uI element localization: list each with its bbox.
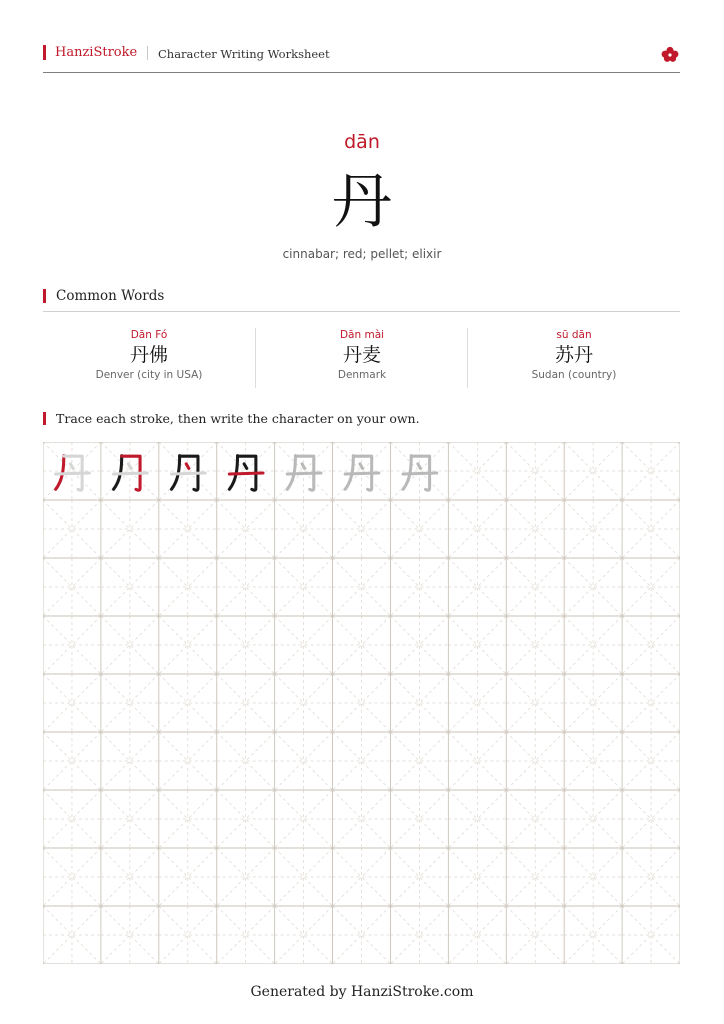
practice-cell[interactable] bbox=[622, 732, 680, 790]
practice-cell[interactable] bbox=[448, 442, 506, 500]
practice-cell[interactable] bbox=[101, 848, 159, 906]
section-accent-bar bbox=[43, 289, 46, 303]
practice-cell[interactable] bbox=[159, 674, 217, 732]
practice-cell[interactable] bbox=[564, 616, 622, 674]
practice-cell[interactable] bbox=[275, 558, 333, 616]
practice-cell[interactable] bbox=[217, 442, 275, 500]
practice-cell[interactable] bbox=[43, 732, 101, 790]
practice-cell[interactable] bbox=[448, 848, 506, 906]
practice-cell[interactable] bbox=[159, 906, 217, 964]
stroke-step-character bbox=[114, 456, 148, 491]
practice-cell[interactable] bbox=[333, 500, 391, 558]
practice-cell[interactable] bbox=[564, 906, 622, 964]
word-pinyin: Dān mài bbox=[339, 329, 385, 341]
main-character: 丹 bbox=[332, 167, 392, 237]
practice-cell[interactable] bbox=[159, 790, 217, 848]
character-pinyin: dān bbox=[344, 131, 380, 153]
practice-instruction: Trace each stroke, then write the character on your own. bbox=[56, 411, 420, 426]
practice-cell[interactable] bbox=[390, 558, 448, 616]
practice-cell[interactable] bbox=[448, 790, 506, 848]
practice-cell[interactable] bbox=[622, 674, 680, 732]
practice-cell[interactable] bbox=[275, 906, 333, 964]
practice-cell[interactable] bbox=[217, 790, 275, 848]
practice-cell[interactable] bbox=[159, 500, 217, 558]
practice-cell[interactable] bbox=[101, 790, 159, 848]
practice-cell[interactable] bbox=[448, 732, 506, 790]
practice-cell[interactable] bbox=[333, 442, 391, 500]
practice-cell[interactable] bbox=[506, 732, 564, 790]
character-meaning: cinnabar; red; pellet; elixir bbox=[282, 247, 442, 261]
practice-cell[interactable] bbox=[622, 906, 680, 964]
practice-cell[interactable] bbox=[159, 442, 217, 500]
practice-cell[interactable] bbox=[333, 790, 391, 848]
practice-cell[interactable] bbox=[43, 848, 101, 906]
practice-cell[interactable] bbox=[101, 442, 159, 500]
practice-cell[interactable] bbox=[43, 906, 101, 964]
practice-cell[interactable] bbox=[275, 732, 333, 790]
practice-cell[interactable] bbox=[564, 442, 622, 500]
trace-character bbox=[287, 456, 321, 491]
practice-cell[interactable] bbox=[390, 906, 448, 964]
practice-cell[interactable] bbox=[564, 500, 622, 558]
practice-cell[interactable] bbox=[448, 674, 506, 732]
practice-cell[interactable] bbox=[564, 558, 622, 616]
header-separator bbox=[147, 46, 148, 60]
stroke-step-character bbox=[171, 456, 205, 491]
practice-cell[interactable] bbox=[333, 848, 391, 906]
practice-cell[interactable] bbox=[448, 500, 506, 558]
footer-credit: Generated by HanziStroke.com bbox=[250, 984, 474, 1000]
section-accent-bar bbox=[43, 412, 46, 425]
practice-cell[interactable] bbox=[390, 500, 448, 558]
header-divider bbox=[43, 72, 680, 73]
practice-cell[interactable] bbox=[217, 674, 275, 732]
practice-cell[interactable] bbox=[333, 558, 391, 616]
practice-cell[interactable] bbox=[390, 732, 448, 790]
practice-cell[interactable] bbox=[506, 616, 564, 674]
practice-cell[interactable] bbox=[217, 732, 275, 790]
practice-cell[interactable] bbox=[333, 906, 391, 964]
practice-cell[interactable] bbox=[217, 616, 275, 674]
practice-cell[interactable] bbox=[622, 442, 680, 500]
practice-cell[interactable] bbox=[622, 500, 680, 558]
practice-cell[interactable] bbox=[217, 906, 275, 964]
practice-cell[interactable] bbox=[333, 616, 391, 674]
practice-cell[interactable] bbox=[506, 442, 564, 500]
word-pinyin: Dān Fó bbox=[130, 329, 168, 341]
header-accent-bar bbox=[43, 45, 46, 60]
practice-cell[interactable] bbox=[390, 848, 448, 906]
practice-cell[interactable] bbox=[506, 790, 564, 848]
word-meaning: Sudan (country) bbox=[531, 369, 617, 381]
practice-cell[interactable] bbox=[101, 732, 159, 790]
practice-cell[interactable] bbox=[101, 558, 159, 616]
stroke-step-character bbox=[229, 456, 263, 491]
practice-cell[interactable] bbox=[564, 674, 622, 732]
word-meaning: Denver (city in USA) bbox=[95, 369, 203, 381]
practice-cell[interactable] bbox=[43, 790, 101, 848]
trace-character bbox=[403, 456, 437, 491]
practice-cell[interactable] bbox=[564, 790, 622, 848]
practice-cell[interactable] bbox=[43, 442, 101, 500]
practice-cell[interactable] bbox=[101, 500, 159, 558]
word-hanzi: 丹麦 bbox=[342, 344, 381, 366]
practice-cell[interactable] bbox=[506, 848, 564, 906]
word-hanzi: 苏丹 bbox=[554, 344, 593, 366]
practice-cell[interactable] bbox=[390, 616, 448, 674]
flower-icon bbox=[661, 46, 679, 62]
practice-cell[interactable] bbox=[564, 848, 622, 906]
practice-cell[interactable] bbox=[275, 500, 333, 558]
practice-cell[interactable] bbox=[333, 674, 391, 732]
practice-cell[interactable] bbox=[159, 558, 217, 616]
practice-cell[interactable] bbox=[101, 674, 159, 732]
practice-cell[interactable] bbox=[506, 906, 564, 964]
word-hanzi: 丹佛 bbox=[129, 344, 168, 366]
practice-cell[interactable] bbox=[622, 790, 680, 848]
practice-cell[interactable] bbox=[275, 442, 333, 500]
practice-cell[interactable] bbox=[43, 616, 101, 674]
practice-cell[interactable] bbox=[159, 732, 217, 790]
practice-cell[interactable] bbox=[275, 616, 333, 674]
word-pinyin: sū dān bbox=[556, 329, 592, 341]
practice-cell[interactable] bbox=[448, 616, 506, 674]
practice-cell[interactable] bbox=[564, 732, 622, 790]
practice-cell[interactable] bbox=[390, 442, 448, 500]
brand-name: HanziStroke bbox=[55, 45, 138, 60]
practice-cell[interactable] bbox=[506, 500, 564, 558]
word-card bbox=[256, 328, 468, 388]
word-card bbox=[468, 328, 680, 388]
practice-cell[interactable] bbox=[159, 848, 217, 906]
practice-cell[interactable] bbox=[390, 790, 448, 848]
practice-cell[interactable] bbox=[217, 558, 275, 616]
worksheet-subtitle: Character Writing Worksheet bbox=[158, 47, 330, 61]
practice-cell[interactable] bbox=[622, 616, 680, 674]
practice-cell[interactable] bbox=[159, 616, 217, 674]
practice-cell[interactable] bbox=[43, 558, 101, 616]
practice-cell[interactable] bbox=[390, 674, 448, 732]
practice-cell[interactable] bbox=[43, 500, 101, 558]
practice-cell[interactable] bbox=[217, 500, 275, 558]
practice-cell[interactable] bbox=[506, 558, 564, 616]
practice-cell[interactable] bbox=[448, 558, 506, 616]
word-meaning: Denmark bbox=[337, 369, 387, 381]
practice-cell[interactable] bbox=[101, 906, 159, 964]
practice-cell[interactable] bbox=[217, 848, 275, 906]
section-divider bbox=[43, 311, 680, 312]
stroke-step-character bbox=[56, 456, 90, 491]
word-card bbox=[43, 328, 255, 388]
practice-cell[interactable] bbox=[622, 558, 680, 616]
practice-cell[interactable] bbox=[101, 616, 159, 674]
common-words-title: Common Words bbox=[56, 288, 165, 304]
practice-cell[interactable] bbox=[275, 674, 333, 732]
practice-cell[interactable] bbox=[43, 674, 101, 732]
trace-character bbox=[345, 456, 379, 491]
practice-cell[interactable] bbox=[448, 906, 506, 964]
practice-cell[interactable] bbox=[622, 848, 680, 906]
practice-grid[interactable] bbox=[43, 442, 680, 964]
practice-cell[interactable] bbox=[275, 790, 333, 848]
practice-cell[interactable] bbox=[506, 674, 564, 732]
practice-cell[interactable] bbox=[333, 732, 391, 790]
practice-cell[interactable] bbox=[275, 848, 333, 906]
